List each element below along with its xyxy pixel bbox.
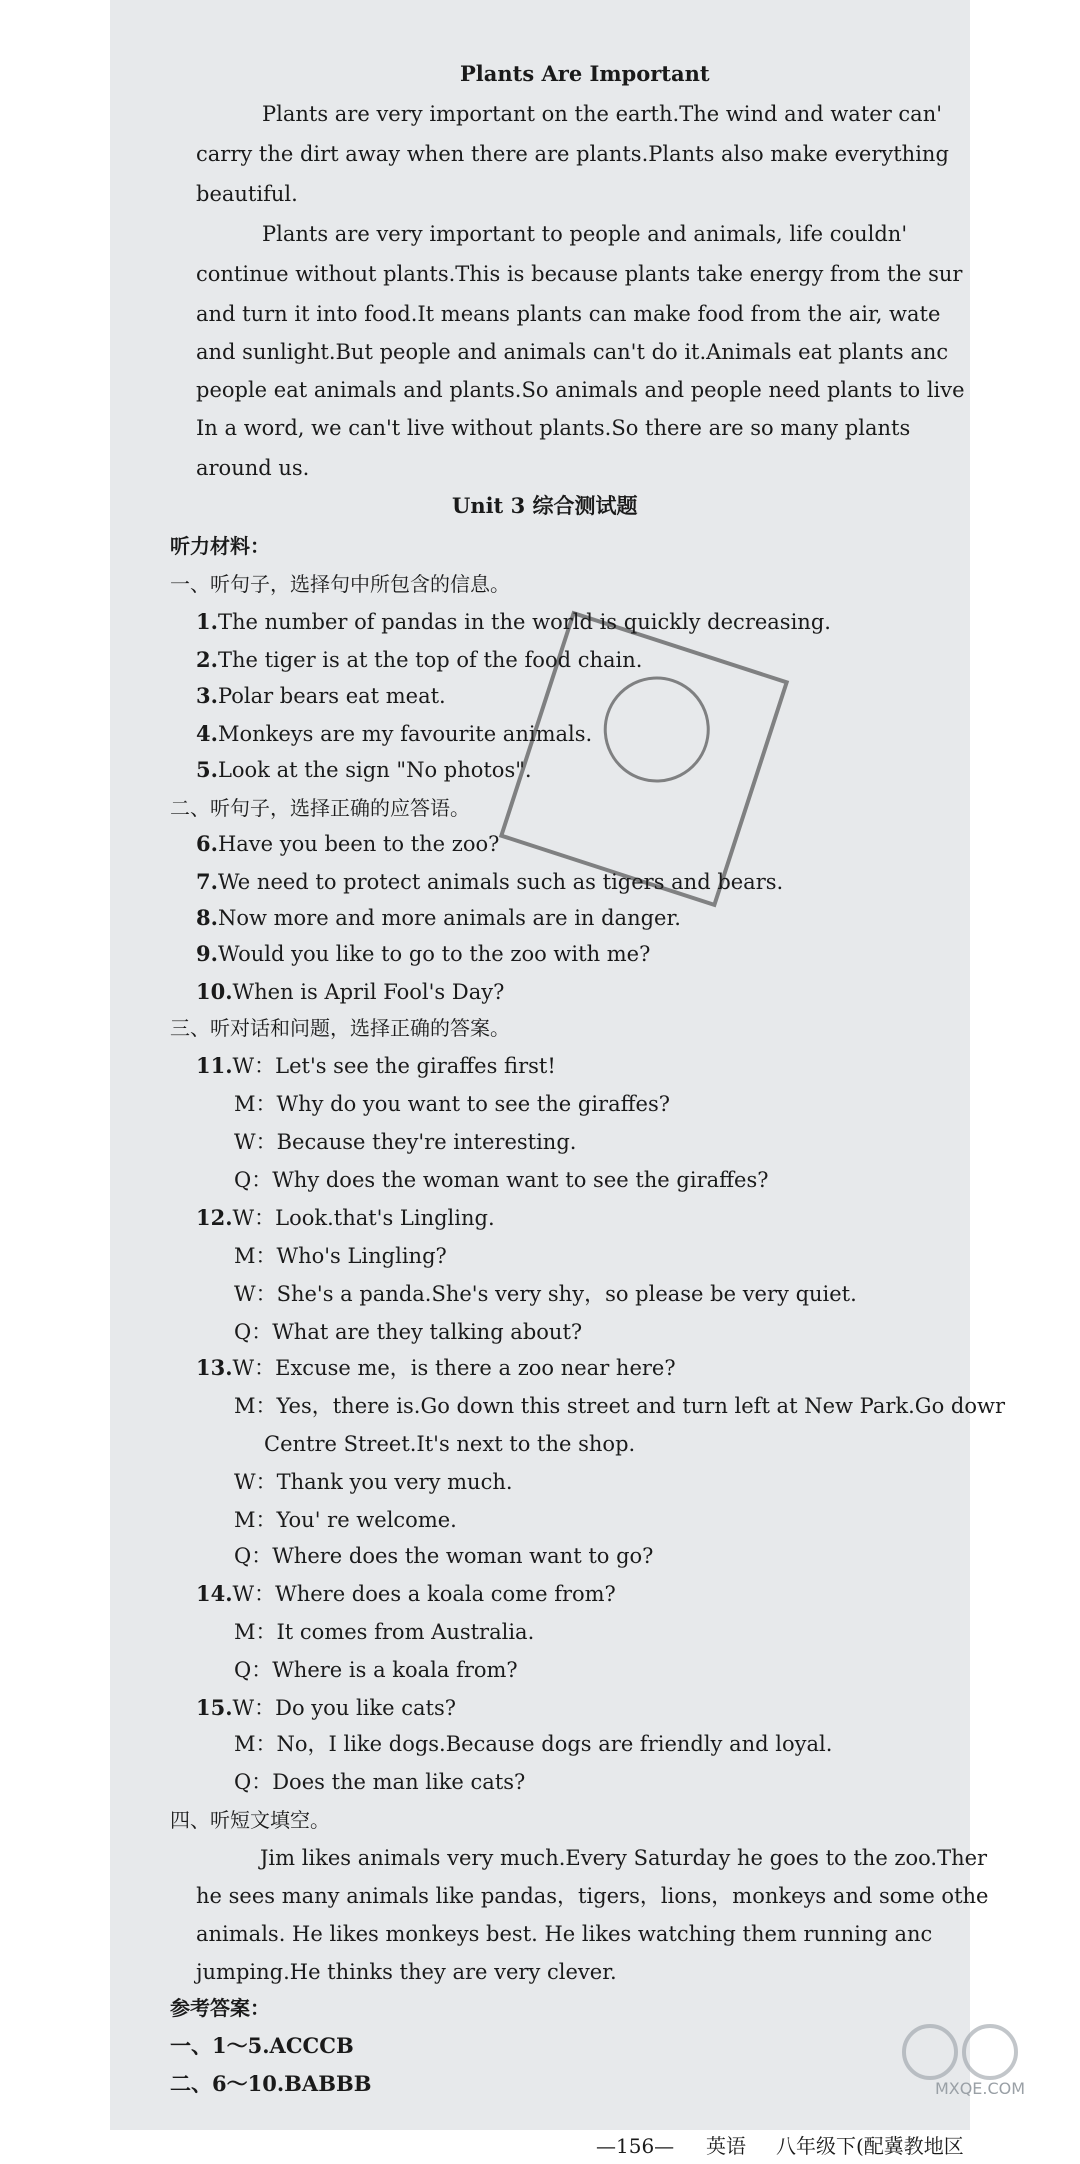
dialog-line: 12.W：Look.that's Lingling.: [196, 1205, 495, 1230]
list-item: 6.Have you been to the zoo?: [196, 831, 500, 856]
watermark-logo: [890, 2020, 1070, 2100]
passage-title: Plants Are Important: [460, 61, 710, 86]
passage-line: Jim likes animals very much.Every Saturday he goes to the zoo.Ther: [260, 1846, 988, 1870]
dialog-line: W：Because they're interesting.: [234, 1130, 577, 1154]
dialog-line: M：You' re welcome.: [234, 1508, 457, 1532]
list-item: 9.Would you like to go to the zoo with me?: [196, 941, 651, 966]
dialog-line: M：Yes，there is.Go down this street and turn left at New Park.Go dowr: [234, 1394, 1005, 1418]
page-number: —156—: [596, 2134, 675, 2158]
passage-line: Plants are very important to people and animals, life couldn': [262, 222, 908, 246]
list-item: 2.The tiger is at the top of the food chain.: [196, 647, 643, 672]
footer-subject: 英语: [706, 2134, 746, 2158]
list-item: 1.The number of pandas in the world is quickly decreasing.: [196, 609, 831, 634]
dialog-line: Centre Street.It's next to the shop.: [264, 1432, 636, 1456]
dialog-line: Q：Does the man like cats?: [234, 1770, 526, 1794]
list-item: 3.Polar bears eat meat.: [196, 683, 446, 708]
answers-label: 参考答案：: [170, 1996, 270, 2020]
passage-line: jumping.He thinks they are very clever.: [196, 1960, 617, 1984]
svg-text:MXQE.COM: MXQE.COM: [934, 2079, 1026, 2098]
section2-heading: 二、听句子，选择正确的应答语。: [170, 796, 470, 820]
dialog-line: Q：Where is a koala from?: [234, 1658, 518, 1682]
passage-line: around us.: [196, 456, 310, 480]
answer-line: 二、6～10.BABBB: [170, 2071, 372, 2096]
dialog-line: M：Who's Lingling?: [234, 1244, 447, 1268]
dialog-line: M：It comes from Australia.: [234, 1620, 535, 1644]
passage-line: people eat animals and plants.So animals and people need plants to live: [196, 378, 965, 402]
dialog-line: W：She's a panda.She's very shy，so please be very quiet.: [234, 1282, 857, 1306]
section1-heading: 一、听句子，选择句中所包含的信息。: [170, 572, 510, 596]
section3-heading: 三、听对话和问题，选择正确的答案。: [170, 1016, 510, 1040]
footer-grade: 八年级下(配冀教地区: [776, 2134, 964, 2158]
passage-line: continue without plants.This is because plants take energy from the sur: [196, 262, 963, 286]
passage-line: beautiful.: [196, 182, 298, 206]
list-item: 4.Monkeys are my favourite animals.: [196, 721, 593, 746]
dialog-line: M：No，I like dogs.Because dogs are friendly and loyal.: [234, 1732, 833, 1756]
passage-line: Plants are very important on the earth.The wind and water can': [262, 102, 942, 126]
dialog-line: Q：What are they talking about?: [234, 1320, 583, 1344]
passage-line: animals. He likes monkeys best. He likes watching them running anc: [196, 1922, 933, 1946]
dialog-line: 14.W：Where does a koala come from?: [196, 1581, 616, 1606]
passage-line: In a word, we can't live without plants.So there are so many plants: [196, 416, 911, 440]
dialog-line: Q：Where does the woman want to go?: [234, 1544, 654, 1568]
passage-line: he sees many animals like pandas，tigers，lions，monkeys and some othe: [196, 1884, 989, 1908]
dialog-line: 15.W：Do you like cats?: [196, 1695, 457, 1720]
answer-line: 一、1～5.ACCCB: [170, 2033, 354, 2058]
list-item: 5.Look at the sign "No photos".: [196, 757, 532, 782]
watermark-logo-icon: [890, 2020, 1070, 2100]
dialog-line: M：Why do you want to see the giraffes?: [234, 1092, 670, 1116]
section4-heading: 四、听短文填空。: [170, 1808, 330, 1832]
dialog-line: 13.W：Excuse me，is there a zoo near here?: [196, 1355, 676, 1380]
list-item: 8.Now more and more animals are in danger.: [196, 905, 681, 930]
listening-label: 听力材料：: [170, 534, 270, 558]
passage-line: and sunlight.But people and animals can't do it.Animals eat plants anc: [196, 340, 949, 364]
dialog-line: W：Thank you very much.: [234, 1470, 513, 1494]
dialog-line: Q：Why does the woman want to see the giraffes?: [234, 1168, 769, 1192]
passage-line: carry the dirt away when there are plants.Plants also make everything: [196, 142, 949, 166]
list-item: 10.When is April Fool's Day?: [196, 979, 505, 1004]
dialog-line: 11.W：Let's see the giraffes first!: [196, 1053, 556, 1078]
unit-title: Unit 3 综合测试题: [452, 493, 638, 518]
list-item: 7.We need to protect animals such as tigers and bears.: [196, 869, 784, 894]
passage-line: and turn it into food.It means plants can make food from the air, wate: [196, 302, 941, 326]
